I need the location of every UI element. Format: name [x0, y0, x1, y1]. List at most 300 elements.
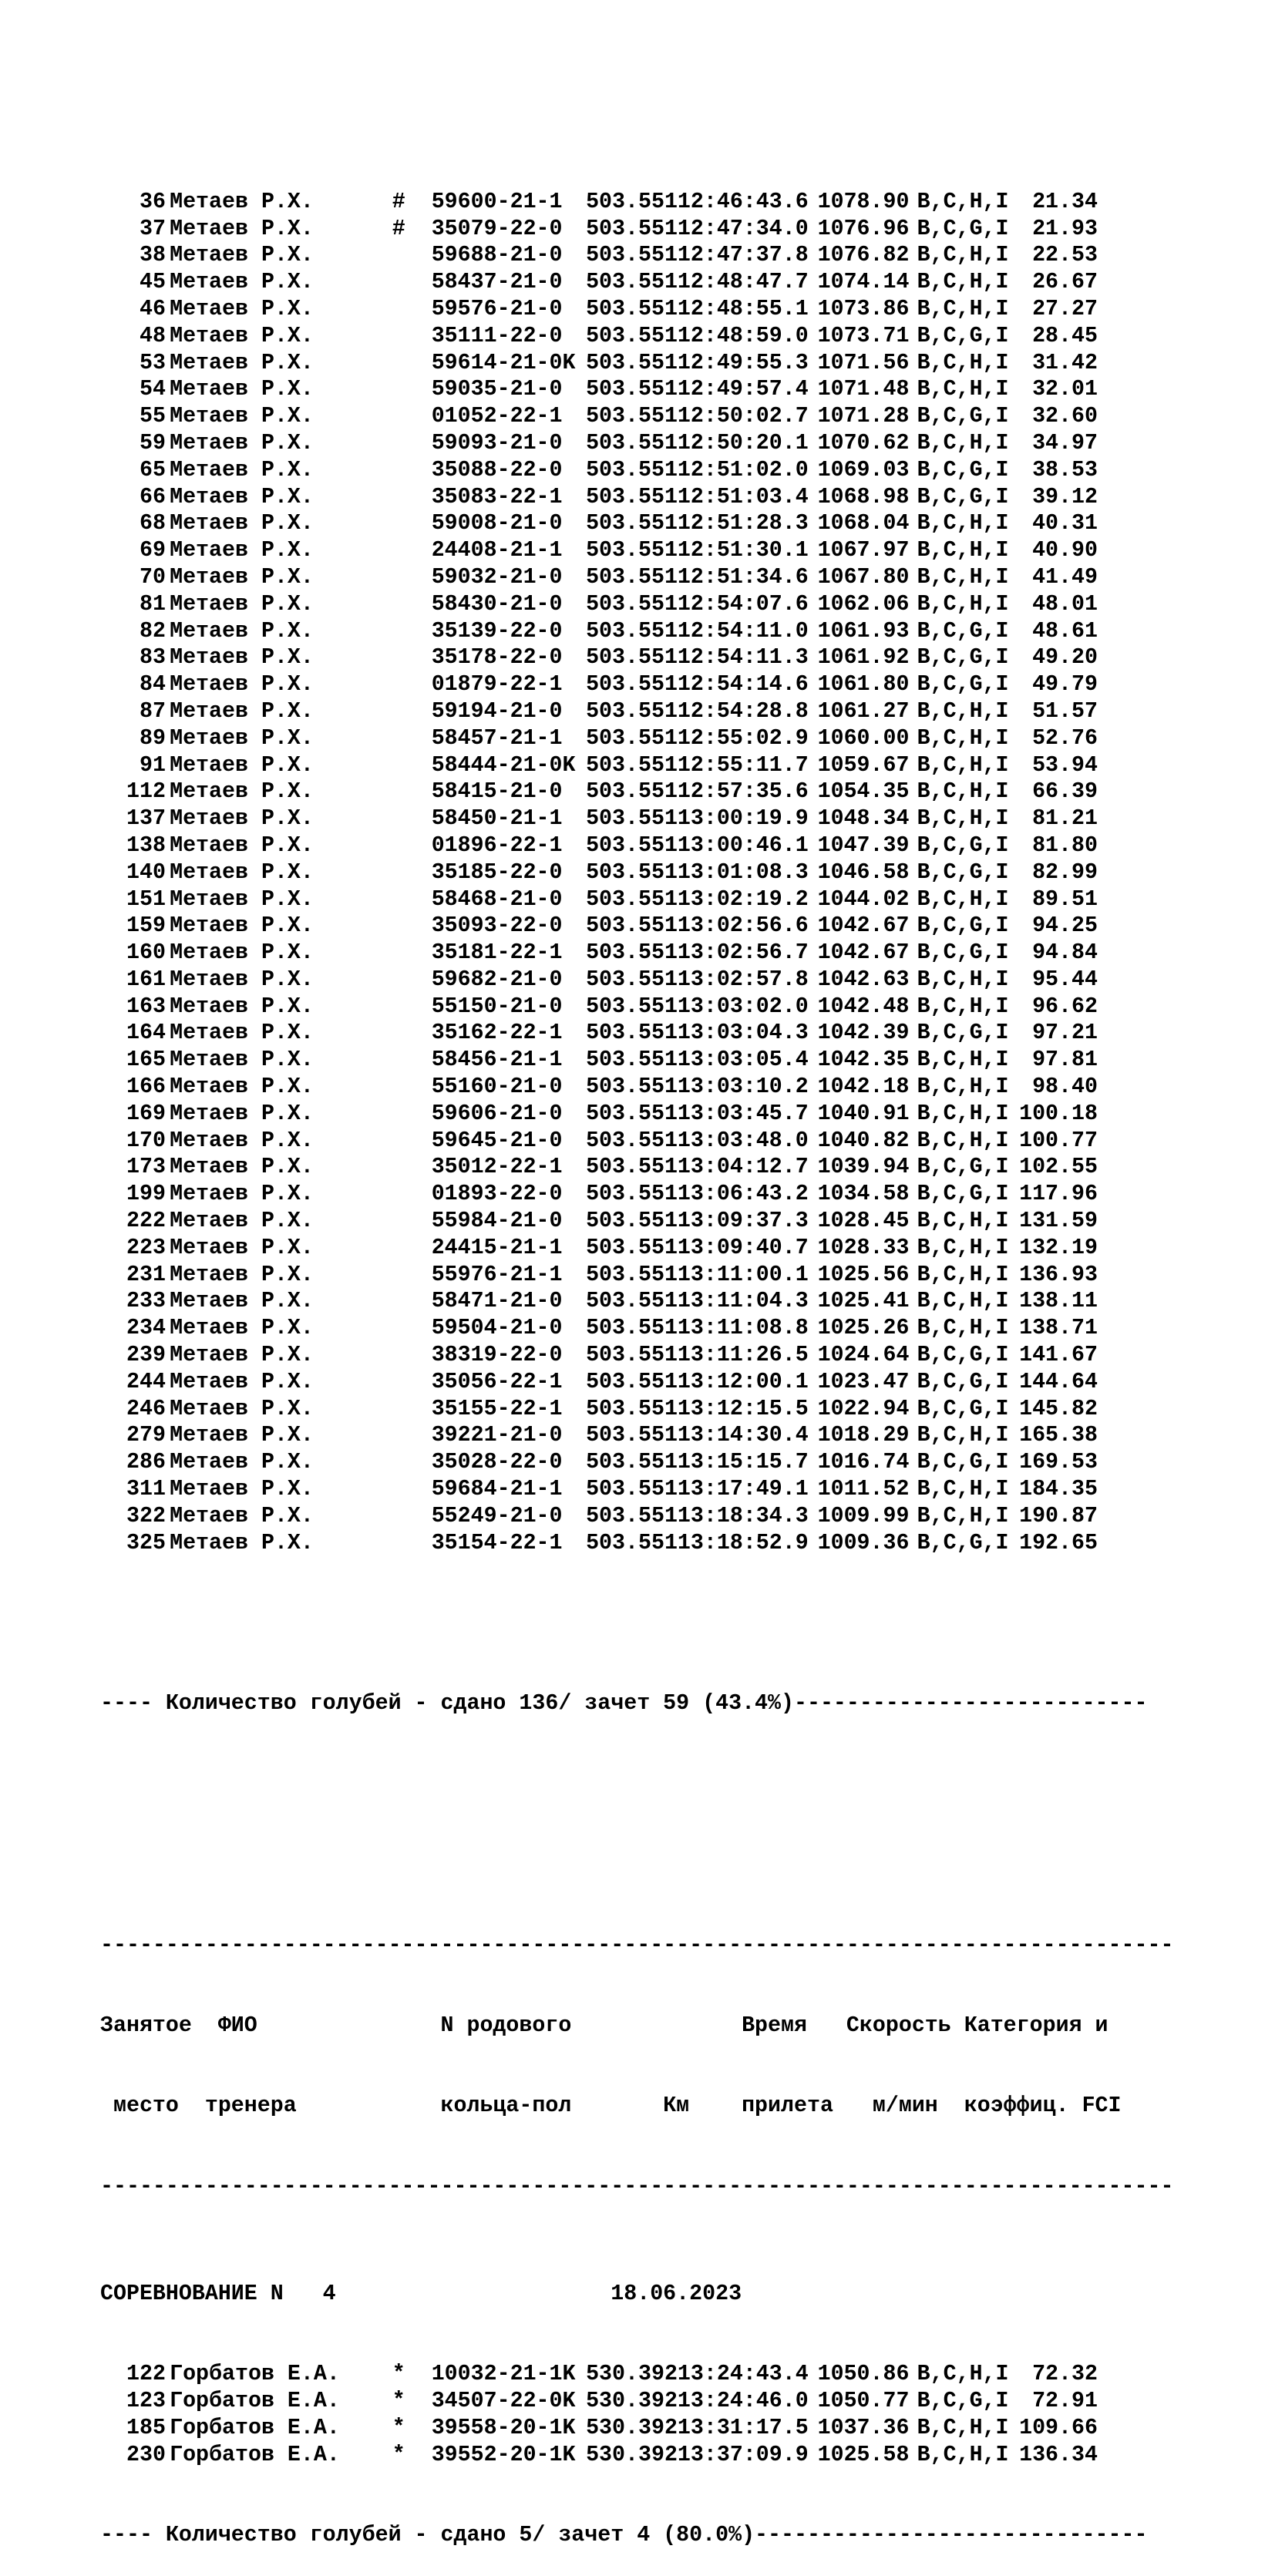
category-cell: B,C,H,I	[917, 1289, 1009, 1314]
km-cell: 503.551	[586, 323, 678, 348]
table-row	[100, 1422, 1253, 1449]
table-row	[100, 1020, 1253, 1047]
speed-cell: 1067.97	[817, 538, 910, 563]
fci-cell: 21.93	[1032, 216, 1098, 241]
km-cell: 503.551	[586, 1343, 678, 1368]
table-row	[100, 242, 1253, 269]
time-cell: 13:00:19.9	[677, 806, 809, 832]
ring-cell: 59504-21-0	[431, 1316, 563, 1341]
competition-title: СОРЕВНОВАНИЕ N 4 18.06.2023	[100, 2281, 742, 2306]
time-cell: 13:06:43.2	[677, 1182, 809, 1207]
fci-cell: 100.77	[1019, 1128, 1098, 1153]
ring-cell: 59194-21-0	[431, 698, 563, 724]
km-cell: 503.551	[586, 1155, 678, 1180]
time-cell: 12:51:34.6	[677, 564, 809, 590]
ring-cell: 59032-21-0	[431, 564, 563, 590]
table-row	[100, 323, 1253, 350]
place-cell: 199	[126, 1182, 166, 1207]
spacer	[100, 1798, 1253, 1852]
name-cell: Метаев Р.Х.	[170, 618, 314, 644]
time-cell: 13:24:43.4	[677, 2362, 809, 2387]
fci-cell: 81.80	[1032, 832, 1098, 858]
table-row	[100, 296, 1253, 323]
fci-cell: 165.38	[1019, 1423, 1098, 1448]
km-cell: 503.551	[586, 1182, 678, 1207]
fci-cell: 81.21	[1032, 806, 1098, 832]
speed-cell: 1050.77	[817, 2389, 910, 2414]
time-cell: 13:11:26.5	[677, 1343, 809, 1368]
table-row	[100, 2415, 1253, 2442]
name-cell: Метаев Р.Х.	[170, 1316, 314, 1341]
place-cell: 53	[140, 350, 166, 375]
place-cell: 222	[126, 1209, 166, 1234]
ring-cell: 59684-21-1	[431, 1477, 563, 1502]
km-cell: 503.551	[586, 1450, 678, 1475]
place-cell: 81	[140, 591, 166, 617]
name-cell: Метаев Р.Х.	[170, 1369, 314, 1394]
place-cell: 279	[126, 1423, 166, 1448]
km-cell: 503.551	[586, 296, 678, 321]
ring-cell: 58468-21-0	[431, 886, 563, 912]
speed-cell: 1028.33	[817, 1235, 910, 1260]
table-row	[100, 430, 1253, 457]
name-cell: Метаев Р.Х.	[170, 940, 314, 966]
time-cell: 13:03:45.7	[677, 1101, 809, 1126]
category-cell: B,C,H,I	[917, 1503, 1009, 1528]
category-cell: B,C,G,I	[917, 940, 1009, 966]
fci-cell: 53.94	[1032, 752, 1098, 778]
ring-cell: 55976-21-1	[431, 1262, 563, 1287]
table-row	[100, 671, 1253, 698]
time-cell: 12:54:11.0	[677, 618, 809, 644]
km-cell: 503.551	[586, 1262, 678, 1287]
ring-cell: 59576-21-0	[431, 296, 563, 321]
ring-cell: 58450-21-1	[431, 806, 563, 832]
section-1-rows	[100, 108, 1253, 1610]
ring-cell: 58456-21-1	[431, 1048, 563, 1073]
speed-cell: 1070.62	[817, 430, 910, 456]
place-cell: 59	[140, 430, 166, 456]
km-cell: 503.551	[586, 618, 678, 644]
mark-cell: *	[392, 2415, 405, 2440]
category-cell: B,C,G,I	[917, 2389, 1009, 2414]
place-cell: 185	[126, 2415, 166, 2440]
time-cell: 13:18:34.3	[677, 1503, 809, 1528]
category-cell: B,C,H,I	[917, 270, 1009, 295]
table-row	[100, 1342, 1253, 1369]
fci-cell: 38.53	[1032, 457, 1098, 483]
speed-cell: 1076.96	[817, 216, 910, 241]
time-cell: 13:03:05.4	[677, 1048, 809, 1073]
ring-cell: 59035-21-0	[431, 377, 563, 402]
category-cell: B,C,G,I	[917, 1343, 1009, 1368]
ring-cell: 55160-21-0	[431, 1074, 563, 1100]
place-cell: 68	[140, 511, 166, 536]
category-cell: B,C,G,I	[917, 1396, 1009, 1421]
fci-cell: 31.42	[1032, 350, 1098, 375]
km-cell: 503.551	[586, 913, 678, 939]
mark-cell: *	[392, 2389, 405, 2414]
fci-cell: 97.81	[1032, 1048, 1098, 1073]
table-row	[100, 698, 1253, 725]
name-cell: Метаев Р.Х.	[170, 350, 314, 375]
fci-cell: 109.66	[1019, 2415, 1098, 2440]
speed-cell: 1040.82	[817, 1128, 910, 1153]
ring-cell: 35088-22-0	[431, 457, 563, 483]
table-row	[100, 752, 1253, 779]
fci-cell: 136.93	[1019, 1262, 1098, 1287]
place-cell: 246	[126, 1396, 166, 1421]
place-cell: 322	[126, 1503, 166, 1528]
place-cell: 122	[126, 2362, 166, 2387]
ring-cell: 58430-21-0	[431, 591, 563, 617]
ring-cell: 35028-22-0	[431, 1450, 563, 1475]
time-cell: 13:01:08.3	[677, 859, 809, 885]
ring-cell: 35083-22-1	[431, 484, 563, 509]
time-cell: 13:24:46.0	[677, 2389, 809, 2414]
ring-cell: 55249-21-0	[431, 1503, 563, 1528]
time-cell: 13:09:40.7	[677, 1235, 809, 1260]
name-cell: Метаев Р.Х.	[170, 377, 314, 402]
table-row	[100, 403, 1253, 430]
ring-cell: 35079-22-0	[431, 216, 563, 241]
fci-cell: 32.60	[1032, 404, 1098, 429]
name-cell: Горбатов Е.А.	[170, 2415, 340, 2440]
table-row	[100, 537, 1253, 564]
speed-cell: 1073.71	[817, 323, 910, 348]
category-cell: B,C,H,I	[917, 886, 1009, 912]
time-cell: 12:55:02.9	[677, 725, 809, 751]
place-cell: 244	[126, 1369, 166, 1394]
category-cell: B,C,H,I	[917, 296, 1009, 321]
name-cell: Метаев Р.Х.	[170, 404, 314, 429]
table-row	[100, 510, 1253, 537]
category-cell: B,C,G,I	[917, 323, 1009, 348]
category-cell: B,C,H,I	[917, 2362, 1009, 2387]
fci-cell: 52.76	[1032, 725, 1098, 751]
km-cell: 503.551	[586, 1316, 678, 1341]
category-cell: B,C,H,I	[917, 1128, 1009, 1153]
place-cell: 151	[126, 886, 166, 912]
fci-cell: 169.53	[1019, 1450, 1098, 1475]
place-cell: 83	[140, 645, 166, 671]
table-row	[100, 886, 1253, 913]
place-cell: 89	[140, 725, 166, 751]
km-cell: 503.551	[586, 1074, 678, 1100]
name-cell: Метаев Р.Х.	[170, 243, 314, 268]
fci-cell: 138.11	[1019, 1289, 1098, 1314]
name-cell: Метаев Р.Х.	[170, 994, 314, 1019]
place-cell: 160	[126, 940, 166, 966]
speed-cell: 1025.26	[817, 1316, 910, 1341]
place-cell: 234	[126, 1316, 166, 1341]
place-cell: 87	[140, 698, 166, 724]
place-cell: 46	[140, 296, 166, 321]
ring-cell: 35155-22-1	[431, 1396, 563, 1421]
time-cell: 12:51:02.0	[677, 457, 809, 483]
category-cell: B,C,H,I	[917, 967, 1009, 992]
results-document	[100, 28, 1253, 2576]
km-cell: 503.551	[586, 189, 678, 214]
km-cell: 503.551	[586, 511, 678, 536]
fci-cell: 141.67	[1019, 1343, 1098, 1368]
category-cell: B,C,H,I	[917, 243, 1009, 268]
km-cell: 503.551	[586, 350, 678, 375]
place-cell: 55	[140, 404, 166, 429]
table-row	[100, 1154, 1253, 1181]
speed-cell: 1048.34	[817, 806, 910, 832]
ring-cell: 35162-22-1	[431, 1021, 563, 1046]
category-cell: B,C,H,I	[917, 511, 1009, 536]
time-cell: 13:03:02.0	[677, 994, 809, 1019]
name-cell: Метаев Р.Х.	[170, 779, 314, 805]
name-cell: Метаев Р.Х.	[170, 1155, 314, 1180]
name-cell: Метаев Р.Х.	[170, 1343, 314, 1368]
time-cell: 12:47:34.0	[677, 216, 809, 241]
km-cell: 503.551	[586, 1423, 678, 1448]
table-row	[100, 1476, 1253, 1503]
time-cell: 13:11:08.8	[677, 1316, 809, 1341]
name-cell: Метаев Р.Х.	[170, 1503, 314, 1528]
place-cell: 54	[140, 377, 166, 402]
time-cell: 13:03:10.2	[677, 1074, 809, 1100]
place-cell: 165	[126, 1048, 166, 1073]
place-cell: 65	[140, 457, 166, 483]
speed-cell: 1016.74	[817, 1450, 910, 1475]
table-row	[100, 618, 1253, 645]
ring-cell: 58437-21-0	[431, 270, 563, 295]
name-cell: Метаев Р.Х.	[170, 832, 314, 858]
table-row	[100, 644, 1253, 671]
km-cell: 503.551	[586, 216, 678, 241]
table-row	[100, 967, 1253, 994]
mark-cell: *	[392, 2362, 405, 2387]
table-row	[100, 484, 1253, 511]
speed-cell: 1023.47	[817, 1369, 910, 1394]
category-cell: B,C,G,I	[917, 859, 1009, 885]
header-line-1: Занятое ФИО N родового Время Скорость Категория и	[100, 2013, 1108, 2038]
name-cell: Метаев Р.Х.	[170, 511, 314, 536]
ring-cell: 35111-22-0	[431, 323, 563, 348]
km-cell: 530.392	[586, 2442, 678, 2467]
place-cell: 36	[140, 189, 166, 214]
place-cell: 311	[126, 1477, 166, 1502]
category-cell: B,C,H,I	[917, 2442, 1009, 2467]
km-cell: 503.551	[586, 1369, 678, 1394]
ring-cell: 24408-21-1	[431, 538, 563, 563]
km-cell: 503.551	[586, 404, 678, 429]
ring-cell: 35093-22-0	[431, 913, 563, 939]
km-cell: 503.551	[586, 725, 678, 751]
ring-cell: 59614-21-0K	[431, 350, 576, 375]
km-cell: 503.551	[586, 698, 678, 724]
category-cell: B,C,G,I	[917, 645, 1009, 671]
table-row	[100, 376, 1253, 403]
speed-cell: 1028.45	[817, 1209, 910, 1234]
time-cell: 12:49:55.3	[677, 350, 809, 375]
name-cell: Метаев Р.Х.	[170, 1423, 314, 1448]
fci-cell: 41.49	[1032, 564, 1098, 590]
category-cell: B,C,G,I	[917, 484, 1009, 509]
table-row	[100, 940, 1253, 967]
time-cell: 13:02:56.7	[677, 940, 809, 966]
speed-cell: 1071.56	[817, 350, 910, 375]
km-cell: 503.551	[586, 538, 678, 563]
fci-cell: 39.12	[1032, 484, 1098, 509]
table-row	[100, 832, 1253, 859]
speed-cell: 1037.36	[817, 2415, 910, 2440]
name-cell: Метаев Р.Х.	[170, 1128, 314, 1153]
speed-cell: 1024.64	[817, 1343, 910, 1368]
ring-cell: 39558-20-1K	[431, 2415, 576, 2440]
category-cell: B,C,G,I	[917, 1021, 1009, 1046]
table-row	[100, 2361, 1253, 2388]
name-cell: Метаев Р.Х.	[170, 457, 314, 483]
category-cell: B,C,G,I	[917, 1369, 1009, 1394]
speed-cell: 1042.67	[817, 940, 910, 966]
name-cell: Горбатов Е.А.	[170, 2389, 340, 2414]
ring-cell: 35181-22-1	[431, 940, 563, 966]
name-cell: Метаев Р.Х.	[170, 725, 314, 751]
speed-cell: 1042.18	[817, 1074, 910, 1100]
place-cell: 66	[140, 484, 166, 509]
speed-cell: 1069.03	[817, 457, 910, 483]
table-row	[100, 1288, 1253, 1315]
speed-cell: 1042.48	[817, 994, 910, 1019]
table-row	[100, 859, 1253, 886]
header-rule-bottom: ----------------------------------------------------------------------------------	[100, 2174, 1174, 2199]
place-cell: 91	[140, 752, 166, 778]
speed-cell: 1074.14	[817, 270, 910, 295]
ring-cell: 58444-21-0K	[431, 752, 576, 778]
time-cell: 13:03:04.3	[677, 1021, 809, 1046]
ring-cell: 58471-21-0	[431, 1289, 563, 1314]
fci-cell: 184.35	[1019, 1477, 1098, 1502]
fci-cell: 26.67	[1032, 270, 1098, 295]
category-cell: B,C,G,I	[917, 1155, 1009, 1180]
category-cell: B,C,H,I	[917, 1074, 1009, 1100]
name-cell: Метаев Р.Х.	[170, 1048, 314, 1073]
km-cell: 503.551	[586, 1048, 678, 1073]
km-cell: 530.392	[586, 2362, 678, 2387]
fci-cell: 100.18	[1019, 1101, 1098, 1126]
category-cell: B,C,H,I	[917, 1048, 1009, 1073]
category-cell: B,C,H,I	[917, 350, 1009, 375]
ring-cell: 59600-21-1	[431, 189, 563, 214]
time-cell: 13:03:48.0	[677, 1128, 809, 1153]
table-row	[100, 1208, 1253, 1235]
name-cell: Метаев Р.Х.	[170, 806, 314, 832]
place-cell: 163	[126, 994, 166, 1019]
speed-cell: 1025.56	[817, 1262, 910, 1287]
table-row	[100, 1181, 1253, 1208]
fci-cell: 66.39	[1032, 779, 1098, 805]
fci-cell: 40.31	[1032, 511, 1098, 536]
speed-cell: 1046.58	[817, 859, 910, 885]
place-cell: 223	[126, 1235, 166, 1260]
ring-cell: 01896-22-1	[431, 832, 563, 858]
time-cell: 13:14:30.4	[677, 1423, 809, 1448]
name-cell: Метаев Р.Х.	[170, 1289, 314, 1314]
category-cell: B,C,G,I	[917, 1182, 1009, 1207]
ring-cell: 01052-22-1	[431, 404, 563, 429]
category-cell: B,C,H,I	[917, 806, 1009, 832]
speed-cell: 1060.00	[817, 725, 910, 751]
time-cell: 12:47:37.8	[677, 243, 809, 268]
category-cell: B,C,H,I	[917, 1209, 1009, 1234]
place-cell: 169	[126, 1101, 166, 1126]
fci-cell: 117.96	[1019, 1182, 1098, 1207]
ring-cell: 34507-22-0K	[431, 2389, 576, 2414]
category-cell: B,C,H,I	[917, 1235, 1009, 1260]
fci-cell: 96.62	[1032, 994, 1098, 1019]
fci-cell: 49.20	[1032, 645, 1098, 671]
km-cell: 503.551	[586, 994, 678, 1019]
category-cell: B,C,G,I	[917, 1450, 1009, 1475]
table-row	[100, 1074, 1253, 1101]
time-cell: 13:02:56.6	[677, 913, 809, 939]
time-cell: 12:57:35.6	[677, 779, 809, 805]
table-row	[100, 1262, 1253, 1289]
table-row	[100, 779, 1253, 805]
km-cell: 503.551	[586, 1235, 678, 1260]
km-cell: 503.551	[586, 1021, 678, 1046]
fci-cell: 21.34	[1032, 189, 1098, 214]
category-cell: B,C,G,I	[917, 618, 1009, 644]
name-cell: Горбатов Е.А.	[170, 2442, 340, 2467]
fci-cell: 89.51	[1032, 886, 1098, 912]
speed-cell: 1071.48	[817, 377, 910, 402]
km-cell: 503.551	[586, 1530, 678, 1555]
fci-cell: 27.27	[1032, 296, 1098, 321]
time-cell: 12:50:20.1	[677, 430, 809, 456]
name-cell: Метаев Р.Х.	[170, 1530, 314, 1555]
table-row	[100, 805, 1253, 832]
km-cell: 503.551	[586, 806, 678, 832]
table-row	[100, 1315, 1253, 1342]
category-cell: B,C,H,I	[917, 189, 1009, 214]
speed-cell: 1011.52	[817, 1477, 910, 1502]
category-cell: B,C,H,I	[917, 1262, 1009, 1287]
place-cell: 84	[140, 672, 166, 698]
category-cell: B,C,H,I	[917, 1477, 1009, 1502]
time-cell: 12:49:57.4	[677, 377, 809, 402]
time-cell: 13:15:15.7	[677, 1450, 809, 1475]
name-cell: Метаев Р.Х.	[170, 886, 314, 912]
place-cell: 69	[140, 538, 166, 563]
table-row	[100, 216, 1253, 243]
fci-cell: 94.25	[1032, 913, 1098, 939]
ring-cell: 59682-21-0	[431, 967, 563, 992]
speed-cell: 1067.80	[817, 564, 910, 590]
fci-cell: 190.87	[1019, 1503, 1098, 1528]
speed-cell: 1061.93	[817, 618, 910, 644]
fci-cell: 138.71	[1019, 1316, 1098, 1341]
category-cell: B,C,H,I	[917, 1316, 1009, 1341]
time-cell: 12:48:59.0	[677, 323, 809, 348]
table-row	[100, 350, 1253, 377]
name-cell: Метаев Р.Х.	[170, 564, 314, 590]
time-cell: 12:54:14.6	[677, 672, 809, 698]
ring-cell: 35139-22-0	[431, 618, 563, 644]
fci-cell: 34.97	[1032, 430, 1098, 456]
time-cell: 12:54:28.8	[677, 698, 809, 724]
fci-cell: 48.01	[1032, 591, 1098, 617]
name-cell: Метаев Р.Х.	[170, 538, 314, 563]
name-cell: Метаев Р.Х.	[170, 967, 314, 992]
table-row	[100, 1101, 1253, 1128]
category-cell: B,C,G,I	[917, 913, 1009, 939]
